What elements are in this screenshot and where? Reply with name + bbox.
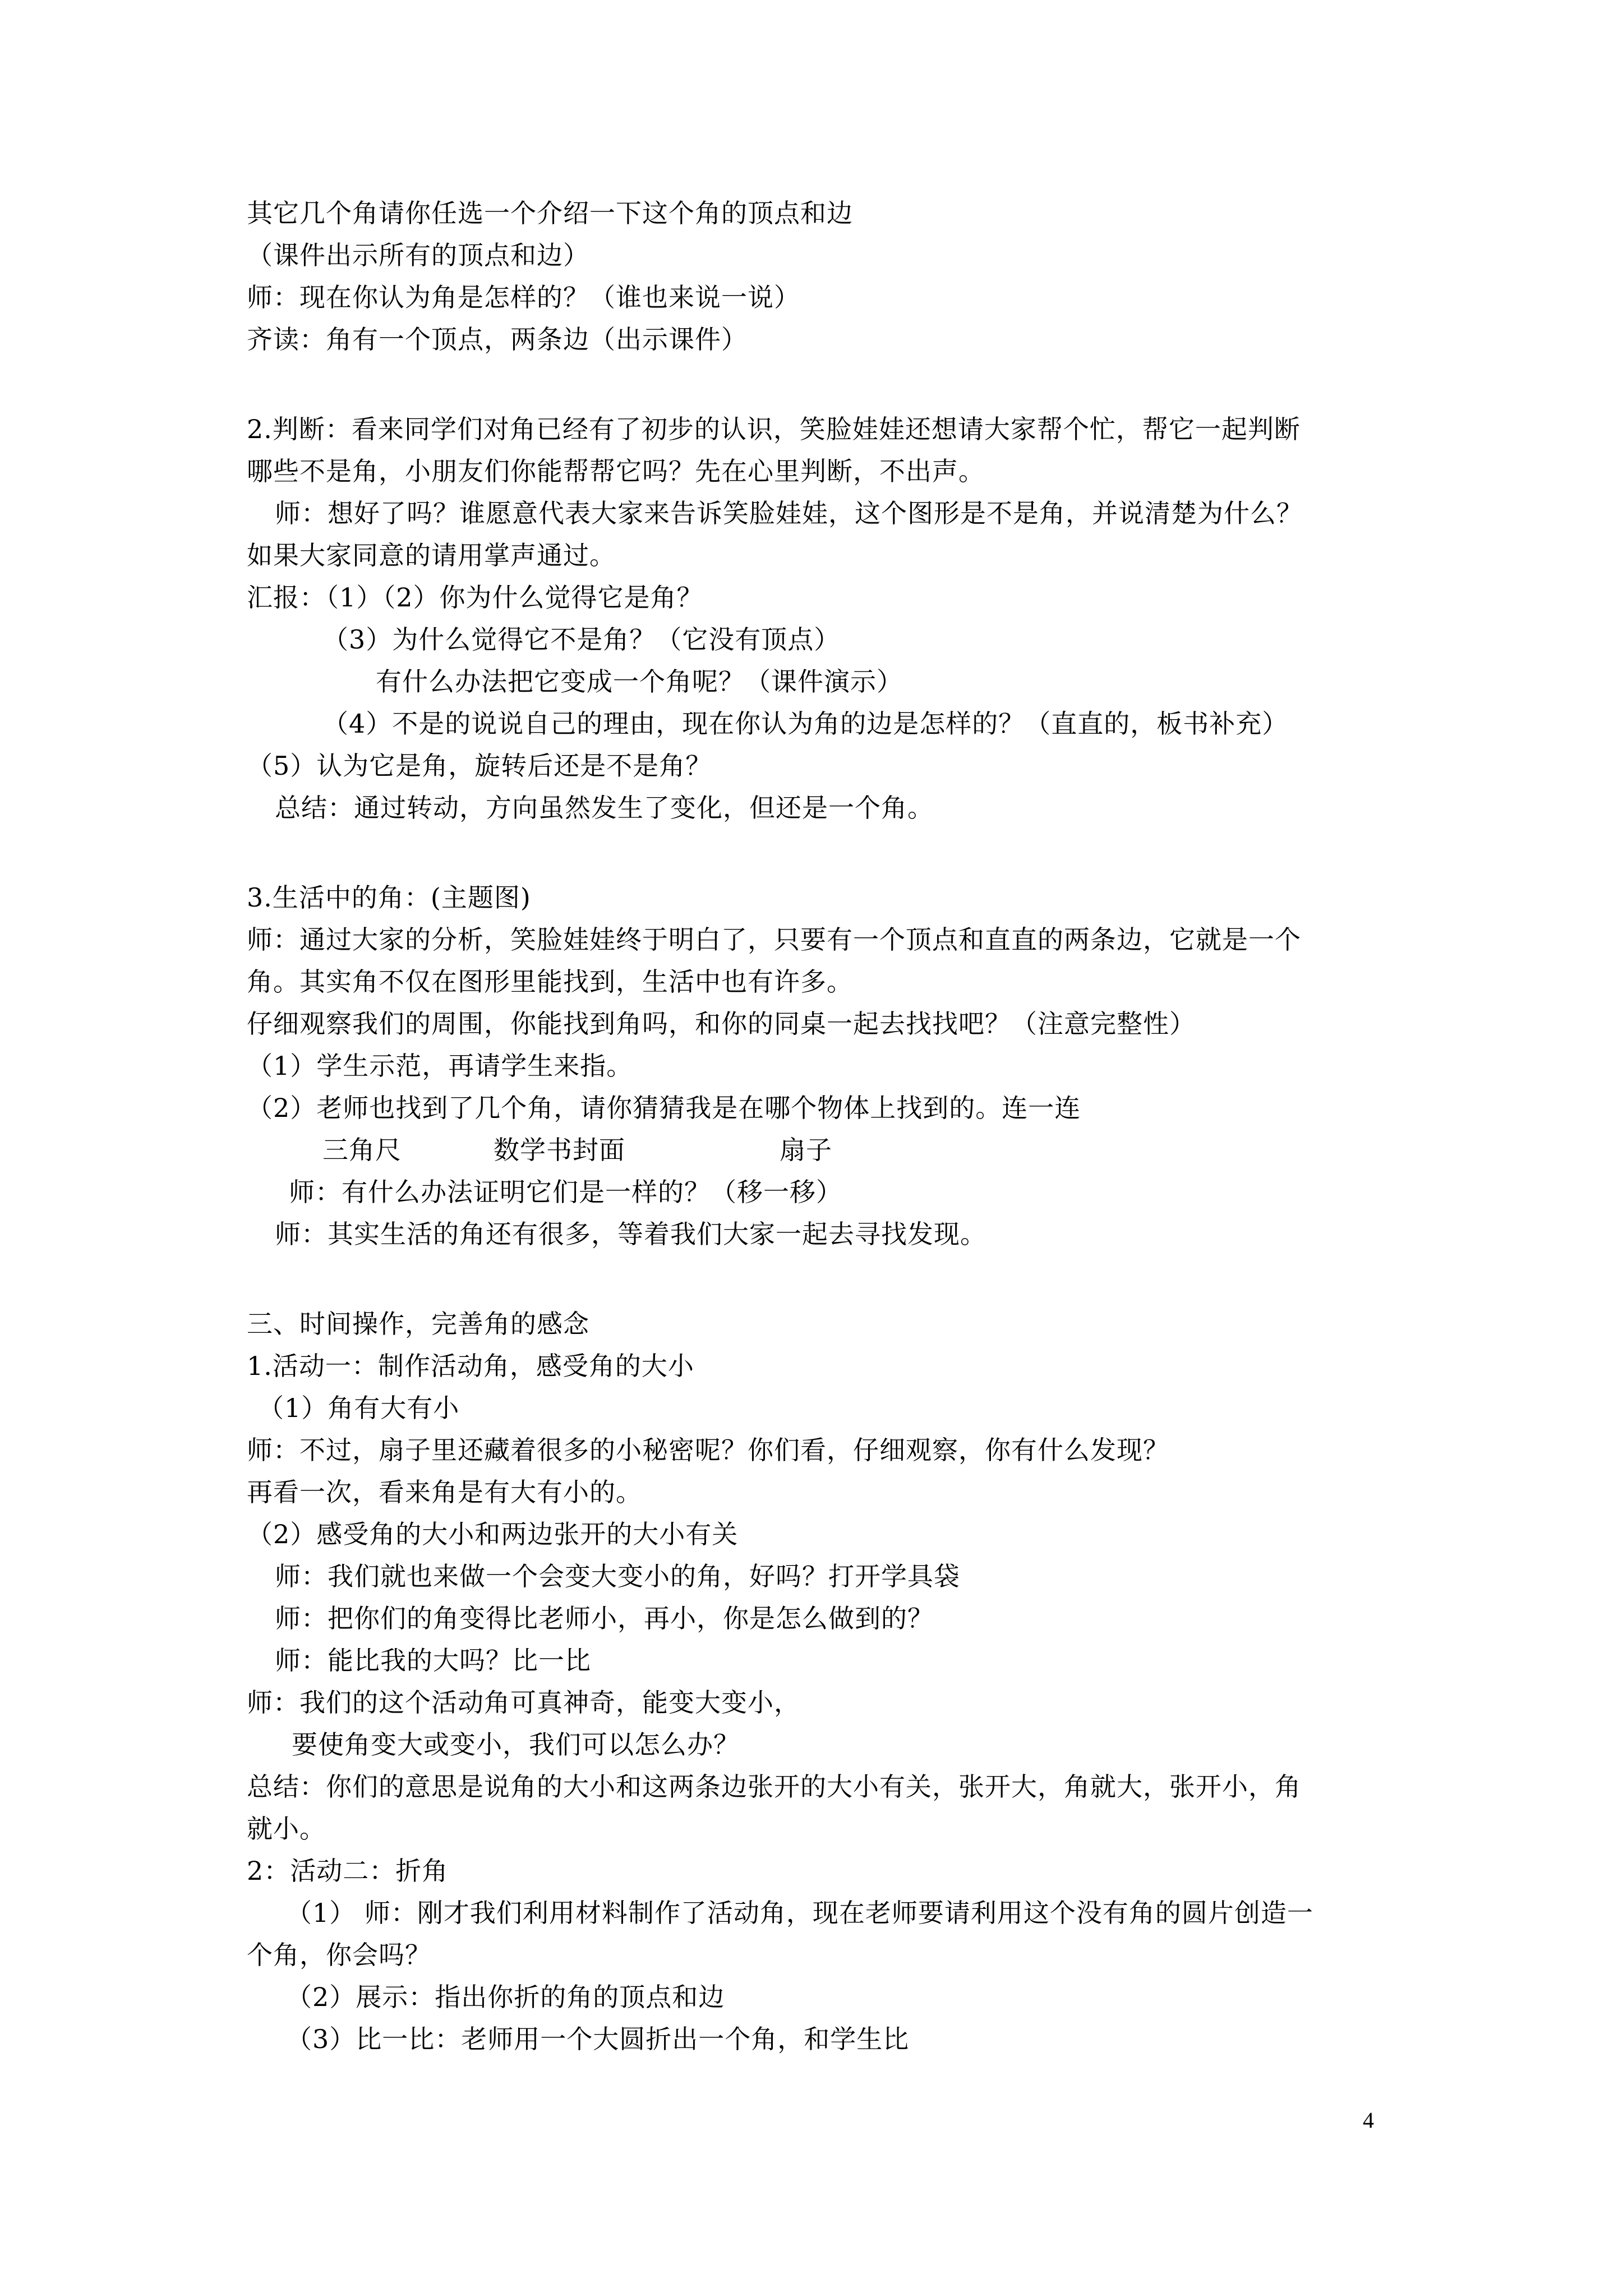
text-line: （4）不是的说说自己的理由，现在你认为角的边是怎样的？（直直的，板书补充） bbox=[322, 708, 1289, 739]
text-line: 哪些不是角，小朋友们你能帮帮它吗？先在心里判断，不出声。 bbox=[247, 456, 985, 486]
text-line: （3）为什么觉得它不是角？（它没有顶点） bbox=[322, 624, 841, 655]
text-line: 总结：通过转动，方向虽然发生了变化，但还是一个角。 bbox=[275, 793, 934, 823]
text-line: （2）感受角的大小和两边张开的大小有关 bbox=[247, 1519, 739, 1549]
text-line: 个角，你会吗？ bbox=[247, 1940, 431, 1970]
text-line: 有什么办法把它变成一个角呢？（课件演示） bbox=[376, 666, 903, 697]
text-line: 仔细观察我们的周围，你能找到角吗，和你的同桌一起去找找吧？（注意完整性） bbox=[247, 1009, 1196, 1039]
text-line: 3.生活中的角：(主题图) bbox=[247, 882, 531, 913]
text-line: 师：想好了吗？谁愿意代表大家来告诉笑脸娃娃，这个图形是不是角，并说清楚为什么？ bbox=[275, 498, 1303, 528]
text-line: 三、时间操作，完善角的感念 bbox=[247, 1309, 589, 1339]
text-line: 要使角变大或变小，我们可以怎么办？ bbox=[292, 1729, 740, 1760]
text-line: （1）学生示范，再请学生来指。 bbox=[247, 1051, 633, 1081]
text-line: 汇报：（1）（2）你为什么觉得它是角？ bbox=[247, 582, 703, 613]
text-line: 师：通过大家的分析，笑脸娃娃终于明白了，只要有一个顶点和直直的两条边，它就是一个 bbox=[247, 924, 1301, 955]
text-line: 三角尺 bbox=[322, 1135, 402, 1165]
text-line: 总结：你们的意思是说角的大小和这两条边张开的大小有关，张开大，角就大，张开小，角 bbox=[247, 1772, 1301, 1802]
text-line: 2.判断：看来同学们对角已经有了初步的认识，笑脸娃娃还想请大家帮个忙，帮它一起判断 bbox=[247, 414, 1301, 444]
text-line: 再看一次，看来角是有大有小的。 bbox=[247, 1477, 642, 1507]
text-line: （1） 师：刚才我们利用材料制作了活动角，现在老师要请利用这个没有角的圆片创造一 bbox=[286, 1898, 1313, 1928]
text-line: 师：能比我的大吗？比一比 bbox=[275, 1645, 591, 1676]
text-line: 角。其实角不仅在图形里能找到，生活中也有许多。 bbox=[247, 967, 853, 997]
text-line: 师：不过，扇子里还藏着很多的小秘密呢？你们看，仔细观察，你有什么发现？ bbox=[247, 1435, 1169, 1465]
text-line: 齐读：角有一个顶点，两条边（出示课件） bbox=[247, 324, 748, 355]
text-line: （2）展示：指出你折的角的顶点和边 bbox=[286, 1982, 725, 2012]
text-line: 就小。 bbox=[247, 1814, 326, 1844]
text-line: 师：其实生活的角还有很多，等着我们大家一起去寻找发现。 bbox=[275, 1219, 986, 1249]
text-line: 师：我们就也来做一个会变大变小的角，好吗？打开学具袋 bbox=[275, 1561, 960, 1591]
text-line: （3）比一比：老师用一个大圆折出一个角，和学生比 bbox=[286, 2024, 910, 2054]
text-line: 其它几个角请你任选一个介绍一下这个角的顶点和边 bbox=[247, 198, 853, 228]
text-line: （2）老师也找到了几个角，请你猜猜我是在哪个物体上找到的。连一连 bbox=[247, 1093, 1081, 1123]
text-line: 如果大家同意的请用掌声通过。 bbox=[247, 540, 616, 570]
text-line: 1.活动一：制作活动角，感受角的大小 bbox=[247, 1351, 694, 1381]
text-line: 扇子 bbox=[780, 1135, 832, 1165]
page-number: 4 bbox=[1363, 2108, 1374, 2133]
text-line: 师：有什么办法证明它们是一样的？（移一移） bbox=[289, 1177, 842, 1207]
text-line: （5）认为它是角，旋转后还是不是角？ bbox=[247, 751, 712, 781]
text-line: 数学书封面 bbox=[494, 1135, 625, 1165]
text-line: 师：把你们的角变得比老师小，再小，你是怎么做到的？ bbox=[275, 1603, 934, 1634]
text-line: 2：活动二：折角 bbox=[247, 1856, 449, 1886]
text-line: （1）角有大有小 bbox=[258, 1393, 460, 1423]
text-line: （课件出示所有的顶点和边） bbox=[247, 240, 589, 270]
text-line: 师：我们的这个活动角可真神奇，能变大变小， bbox=[247, 1687, 800, 1718]
text-line: 师：现在你认为角是怎样的？（谁也来说一说） bbox=[247, 282, 800, 312]
